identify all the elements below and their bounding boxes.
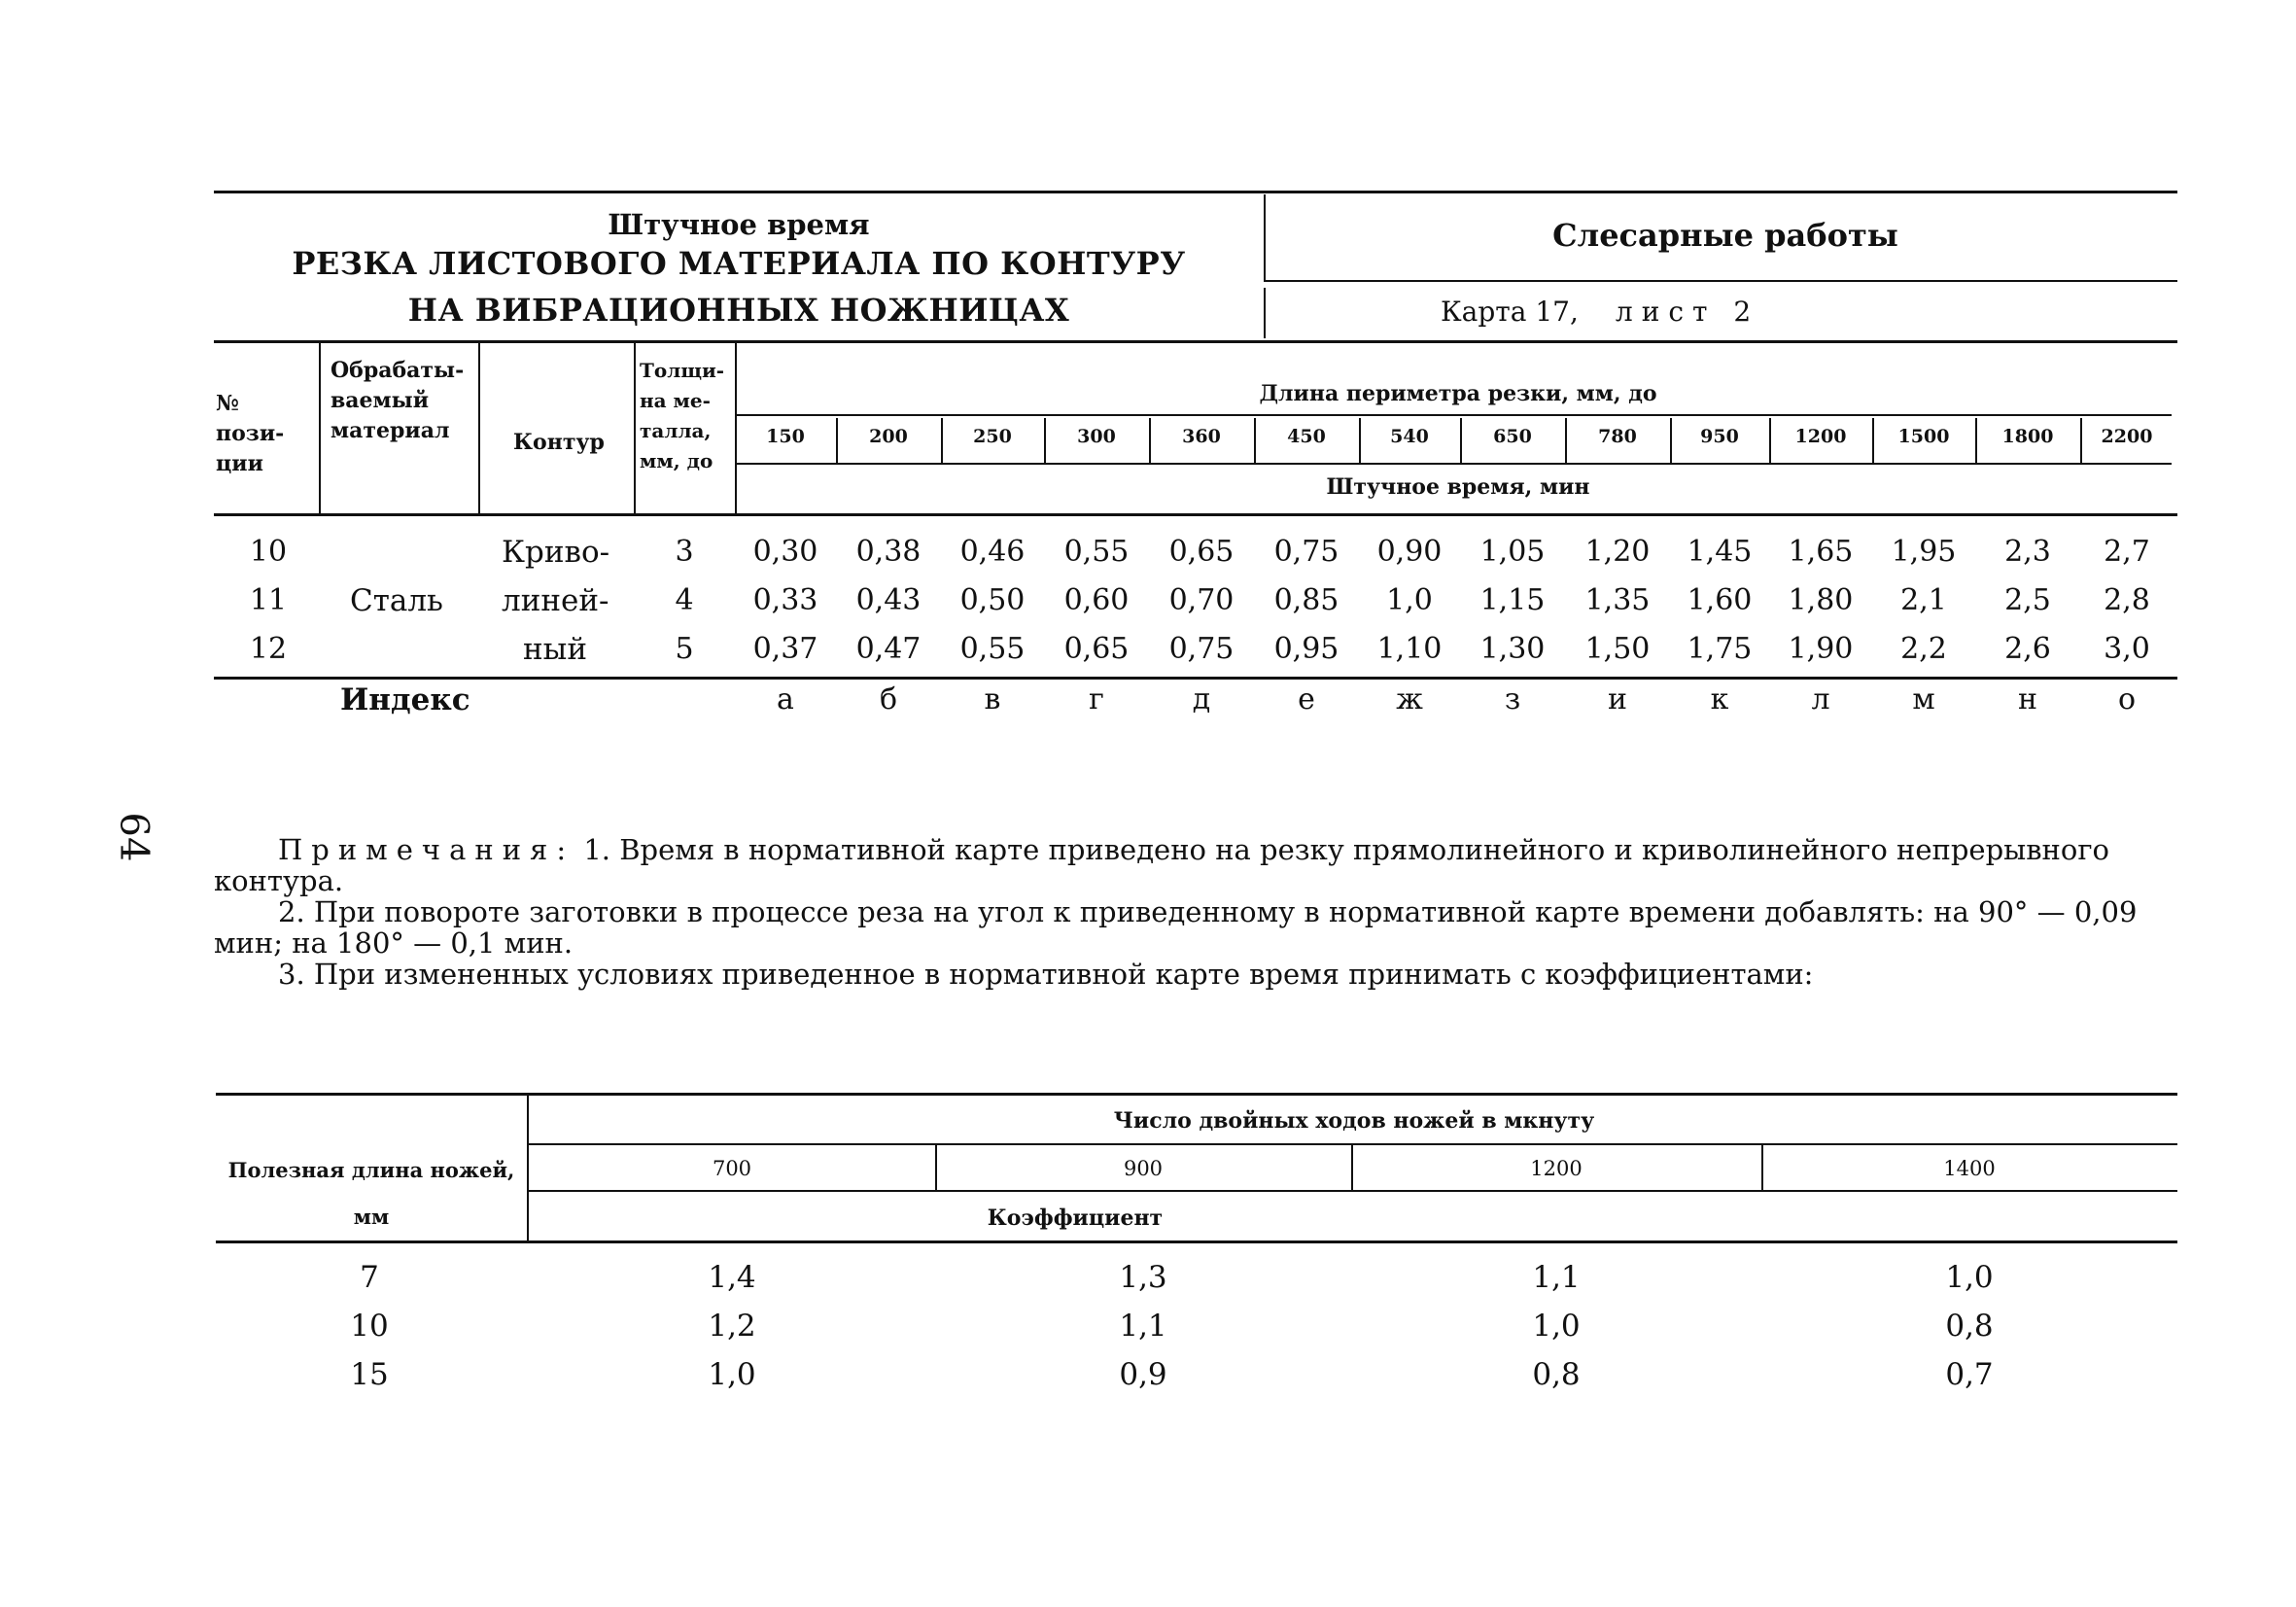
time-value: 1,05 bbox=[1479, 535, 1546, 569]
table1-vline bbox=[634, 340, 636, 513]
coefficient-value: 0,8 bbox=[1532, 1357, 1581, 1392]
time-value: 1,80 bbox=[1788, 583, 1854, 617]
header-divider bbox=[1264, 194, 1266, 280]
notes-label: Примечания: bbox=[278, 833, 575, 866]
time-value: 2,7 bbox=[2104, 535, 2150, 569]
time-header: Штучное время, мин bbox=[1326, 474, 1590, 500]
index-letter: ж bbox=[1396, 682, 1423, 716]
top-rule bbox=[214, 191, 2177, 193]
time-value: 0,85 bbox=[1273, 583, 1339, 617]
coefficient-value: 1,1 bbox=[1532, 1260, 1581, 1295]
coefficient-value: 1,0 bbox=[1945, 1260, 1994, 1295]
index-letter: м bbox=[1912, 682, 1935, 716]
coef-header: Коэффициент bbox=[987, 1205, 1164, 1231]
table2-values-rule bbox=[529, 1190, 2177, 1192]
index-letter: н bbox=[2018, 682, 2037, 716]
time-value: 1,65 bbox=[1788, 535, 1854, 569]
header-subtitle: НА ВИБРАЦИОННЫХ НОЖНИЦАХ bbox=[407, 292, 1070, 329]
coefficient-value: 1,0 bbox=[1532, 1309, 1581, 1344]
contour-line-1: Криво- bbox=[502, 535, 610, 570]
header-title: РЕЗКА ЛИСТОВОГО МАТЕРИАЛА ПО КОНТУРУ bbox=[292, 245, 1186, 282]
table2-header-rule bbox=[529, 1143, 2177, 1145]
material-label: Сталь bbox=[350, 583, 443, 618]
index-letter: б bbox=[879, 682, 898, 716]
table1-vline bbox=[478, 340, 480, 513]
time-value: 1,90 bbox=[1788, 632, 1854, 666]
position-number: 12 bbox=[249, 632, 288, 666]
perimeter-value: 2200 bbox=[2101, 426, 2153, 447]
time-value: 0,95 bbox=[1273, 632, 1339, 666]
card-number bbox=[1441, 296, 1759, 328]
time-value: 2,5 bbox=[2004, 583, 2051, 617]
time-value: 2,3 bbox=[2004, 535, 2051, 569]
time-value: 0,33 bbox=[752, 583, 818, 617]
col-header-contour: Контур bbox=[513, 430, 605, 455]
perimeter-value: 360 bbox=[1182, 426, 1221, 447]
perimeter-divider bbox=[1149, 418, 1151, 463]
perimeter-values-rule bbox=[737, 463, 2172, 465]
coefficient-value: 0,8 bbox=[1945, 1309, 1994, 1344]
section-rule bbox=[1264, 280, 2177, 282]
header-line1: Штучное время bbox=[608, 208, 870, 241]
time-value: 0,60 bbox=[1063, 583, 1130, 617]
perimeter-divider bbox=[1359, 418, 1361, 463]
time-value: 1,35 bbox=[1584, 583, 1651, 617]
strokes-value: 1400 bbox=[1943, 1157, 1996, 1180]
perimeter-value: 650 bbox=[1493, 426, 1532, 447]
coefficient-value: 1,1 bbox=[1119, 1309, 1167, 1344]
strokes-value: 900 bbox=[1123, 1157, 1164, 1180]
time-value: 1,50 bbox=[1584, 632, 1651, 666]
col-header-position: № пози- ции bbox=[216, 391, 285, 476]
perimeter-header-rule bbox=[737, 414, 2172, 416]
time-value: 0,65 bbox=[1063, 632, 1130, 666]
thickness-value: 3 bbox=[675, 535, 694, 569]
time-value: 1,15 bbox=[1479, 583, 1546, 617]
time-value: 0,46 bbox=[959, 535, 1026, 569]
time-value: 0,37 bbox=[752, 632, 818, 666]
col-header-knife-length: Полезная длина ножей, мм bbox=[227, 1158, 515, 1229]
perimeter-value: 250 bbox=[973, 426, 1012, 447]
index-letter: е bbox=[1298, 682, 1315, 716]
perimeter-value: 780 bbox=[1598, 426, 1637, 447]
time-value: 0,75 bbox=[1168, 632, 1235, 666]
perimeter-divider bbox=[1872, 418, 1874, 463]
perimeter-divider bbox=[1975, 418, 1977, 463]
time-value: 0,47 bbox=[855, 632, 922, 666]
position-number: 10 bbox=[249, 535, 288, 569]
time-value: 0,55 bbox=[1063, 535, 1130, 569]
coefficient-value: 1,4 bbox=[708, 1260, 756, 1295]
card-label: Карта 17, bbox=[1441, 296, 1579, 328]
sheet-label: лист 2 bbox=[1615, 296, 1760, 328]
time-value: 0,30 bbox=[752, 535, 818, 569]
note-1-text: 1. Время в нормативной карте приведено на резку прямолинейного и криволинейного непрерывного контура. bbox=[214, 833, 2109, 897]
table1-vline bbox=[319, 340, 321, 513]
section-title: Слесарные работы bbox=[1552, 217, 1898, 254]
index-letter: л bbox=[1811, 682, 1830, 716]
index-letter: и bbox=[1608, 682, 1627, 716]
time-value: 1,95 bbox=[1891, 535, 1957, 569]
col-header-material: Обрабаты- ваемый материал bbox=[330, 358, 465, 443]
time-value: 0,55 bbox=[959, 632, 1026, 666]
perimeter-value: 450 bbox=[1287, 426, 1326, 447]
time-value: 0,65 bbox=[1168, 535, 1235, 569]
note-2: 2. При повороте заготовки в процессе реза на угол к приведенному в нормативной карте времени добавлять: на 90° — 0,09 мин; на 180° — 0,1 мин. bbox=[214, 895, 2138, 960]
table2-bottom-header-rule bbox=[216, 1240, 2177, 1243]
index-letter: а bbox=[777, 682, 794, 716]
time-value: 0,38 bbox=[855, 535, 922, 569]
perimeter-divider bbox=[2080, 418, 2082, 463]
index-letter: к bbox=[1710, 682, 1729, 716]
perimeter-value: 540 bbox=[1390, 426, 1429, 447]
perimeter-divider bbox=[1670, 418, 1672, 463]
perimeter-value: 1200 bbox=[1794, 426, 1847, 447]
header-divider-lower bbox=[1264, 288, 1266, 338]
coefficient-value: 1,0 bbox=[708, 1357, 756, 1392]
index-letter: д bbox=[1192, 682, 1211, 716]
time-value: 0,90 bbox=[1376, 535, 1443, 569]
time-value: 0,75 bbox=[1273, 535, 1339, 569]
coefficient-value: 0,9 bbox=[1119, 1357, 1167, 1392]
time-value: 0,70 bbox=[1168, 583, 1235, 617]
time-value: 1,45 bbox=[1687, 535, 1753, 569]
time-value: 0,50 bbox=[959, 583, 1026, 617]
time-value: 2,8 bbox=[2104, 583, 2150, 617]
time-value: 1,0 bbox=[1386, 583, 1433, 617]
table1-top-rule bbox=[214, 340, 2177, 343]
note-1 bbox=[214, 834, 2177, 896]
thickness-value: 4 bbox=[675, 583, 694, 617]
contour-line-2: линей- bbox=[502, 583, 609, 618]
coefficient-value: 1,3 bbox=[1119, 1260, 1167, 1295]
table2-top-rule bbox=[216, 1093, 2177, 1096]
time-value: 0,43 bbox=[855, 583, 922, 617]
perimeter-divider bbox=[1460, 418, 1462, 463]
table1-index-rule bbox=[214, 677, 2177, 680]
time-value: 2,6 bbox=[2004, 632, 2051, 666]
time-value: 3,0 bbox=[2104, 632, 2150, 666]
perimeter-divider bbox=[941, 418, 943, 463]
perimeter-divider bbox=[1044, 418, 1046, 463]
col-header-thickness: Толщи- на ме- талла, мм, до bbox=[640, 359, 725, 472]
time-value: 2,1 bbox=[1900, 583, 1947, 617]
perimeter-divider bbox=[1254, 418, 1256, 463]
note-3: 3. При измененных условиях приведенное в нормативной карте время принимать с коэффициентами: bbox=[278, 958, 1814, 991]
index-letter: з bbox=[1504, 682, 1521, 716]
knife-length-value: 7 bbox=[360, 1260, 379, 1295]
perimeter-value: 950 bbox=[1700, 426, 1739, 447]
index-letter: г bbox=[1089, 682, 1104, 716]
time-value: 1,60 bbox=[1687, 583, 1753, 617]
strokes-value: 700 bbox=[712, 1157, 752, 1180]
page-number: 64 bbox=[111, 812, 157, 862]
perimeter-value: 200 bbox=[869, 426, 908, 447]
coefficient-value: 1,2 bbox=[708, 1309, 756, 1344]
index-label: Индекс bbox=[340, 682, 470, 717]
index-letter: о bbox=[2117, 682, 2137, 716]
table1-header-bottom-rule bbox=[214, 513, 2177, 516]
index-letter: в bbox=[984, 682, 1001, 716]
thickness-value: 5 bbox=[675, 632, 694, 666]
perimeter-divider bbox=[836, 418, 838, 463]
time-value: 2,2 bbox=[1900, 632, 1947, 666]
contour-line-3: ный bbox=[523, 632, 587, 667]
perimeter-divider bbox=[1565, 418, 1567, 463]
strokes-header: Число двойных ходов ножей в мкнуту bbox=[1113, 1108, 1595, 1134]
perimeter-value: 150 bbox=[766, 426, 805, 447]
time-value: 1,30 bbox=[1479, 632, 1546, 666]
knife-length-value: 15 bbox=[350, 1357, 389, 1392]
knife-length-value: 10 bbox=[350, 1309, 389, 1344]
time-value: 1,75 bbox=[1687, 632, 1753, 666]
time-value: 1,10 bbox=[1376, 632, 1443, 666]
strokes-value: 1200 bbox=[1530, 1157, 1583, 1180]
perimeter-value: 1800 bbox=[2001, 426, 2054, 447]
perimeter-divider bbox=[1769, 418, 1771, 463]
time-value: 1,20 bbox=[1584, 535, 1651, 569]
coefficient-value: 0,7 bbox=[1945, 1357, 1994, 1392]
perimeter-value: 1500 bbox=[1897, 426, 1950, 447]
position-number: 11 bbox=[249, 583, 288, 617]
perimeter-header: Длина периметра резки, мм, до bbox=[1259, 381, 1657, 406]
perimeter-value: 300 bbox=[1077, 426, 1116, 447]
